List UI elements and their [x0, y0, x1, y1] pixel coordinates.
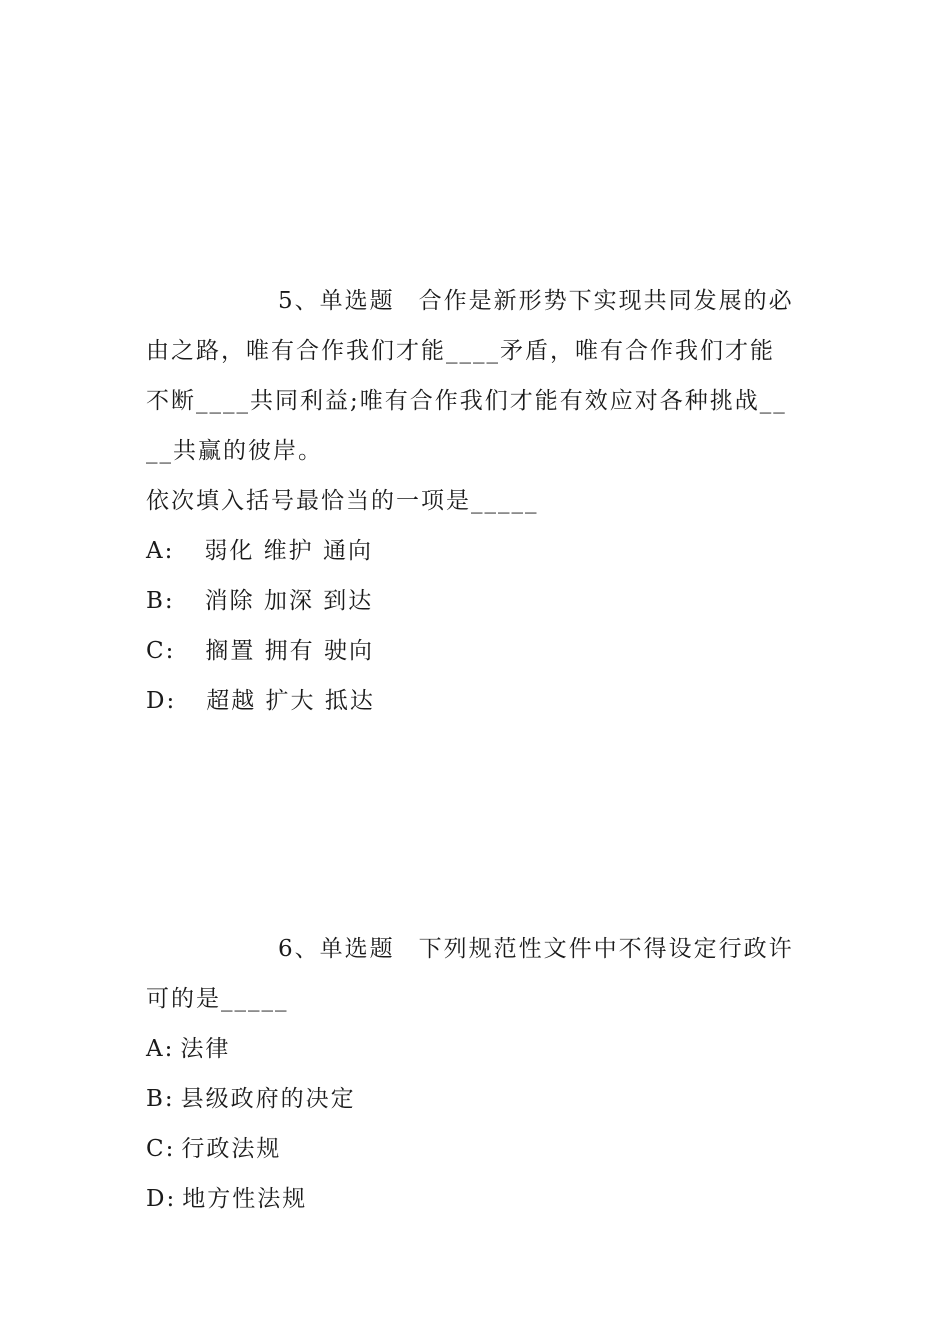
- option-letter: A:: [146, 538, 175, 564]
- option-letter: B:: [146, 588, 175, 614]
- option-a: [146, 1030, 808, 1080]
- question-type: 单选题: [319, 936, 395, 962]
- option-letter: D:: [146, 1186, 177, 1212]
- option-letter: C:: [146, 638, 176, 664]
- option-c: [146, 1130, 808, 1180]
- option-c: [146, 632, 808, 682]
- option-letter: C:: [146, 1136, 176, 1162]
- option-text: 县级政府的决定: [180, 1086, 356, 1112]
- question-type: 单选题: [319, 288, 395, 314]
- option-text: 超越 扩大 抵达: [206, 688, 375, 714]
- question-6: [146, 930, 808, 1230]
- question-number: 5、: [278, 288, 320, 314]
- option-text: 消除 加深 到达: [204, 588, 374, 614]
- stem-line: 合作是新形势下实现共同发展的必: [418, 288, 794, 314]
- question-5: [146, 282, 808, 732]
- stem-line: 不断____共同利益;唯有合作我们才能有效应对各种挑战__: [146, 388, 787, 414]
- option-b: [146, 1080, 808, 1130]
- option-letter: D:: [146, 688, 177, 714]
- stem-line: 可的是_____: [146, 986, 289, 1012]
- option-text: 地方性法规: [182, 1186, 308, 1212]
- stem-line: __共赢的彼岸。: [146, 438, 323, 464]
- option-text: 法律: [180, 1036, 231, 1062]
- option-letter: A:: [146, 1036, 175, 1062]
- option-b: [146, 582, 808, 632]
- option-d: [146, 1180, 808, 1230]
- stem-line: 下列规范性文件中不得设定行政许: [418, 936, 794, 962]
- option-text: 弱化 维护 通向: [204, 538, 373, 564]
- question-prompt: 依次填入括号最恰当的一项是_____: [146, 488, 539, 514]
- question-number: 6、: [278, 936, 320, 962]
- option-a: [146, 532, 808, 582]
- question-header: [146, 930, 808, 980]
- option-text: 行政法规: [181, 1136, 282, 1162]
- option-letter: B:: [146, 1086, 175, 1112]
- stem-line: 由之路，唯有合作我们才能____矛盾，唯有合作我们才能: [146, 338, 775, 364]
- question-header: [146, 282, 808, 332]
- option-text: 搁置 拥有 驶向: [205, 638, 374, 664]
- option-d: [146, 682, 808, 732]
